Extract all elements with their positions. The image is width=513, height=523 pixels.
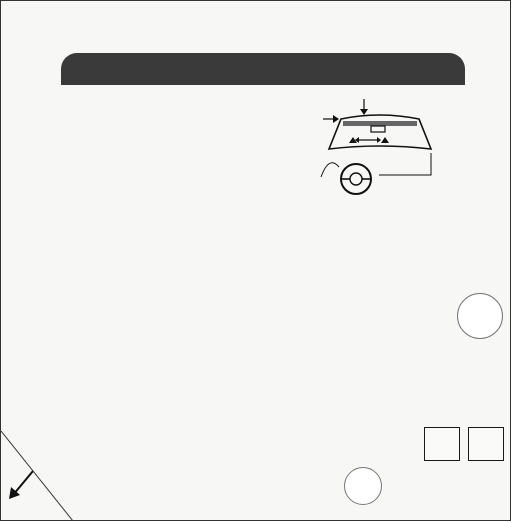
punched-day-hole (457, 293, 503, 339)
peel-off-corner[interactable] (1, 421, 73, 521)
punched-month-hole (344, 467, 382, 505)
december-box-left (424, 427, 460, 461)
banner-title (61, 53, 465, 85)
windscreen-placement-icon (319, 97, 439, 201)
peel-corner-line (1, 431, 73, 521)
december-box-right (468, 427, 504, 461)
